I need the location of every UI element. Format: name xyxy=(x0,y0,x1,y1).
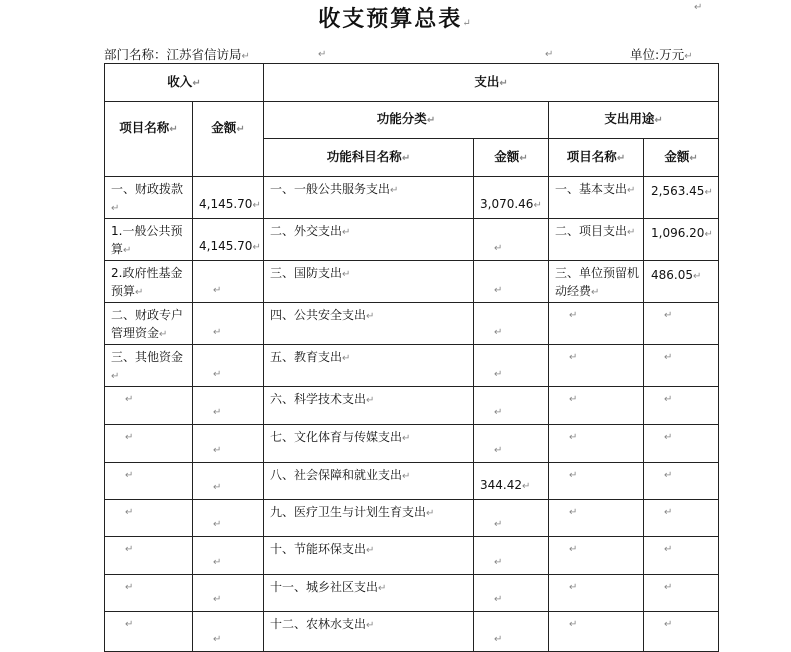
use-name-cell xyxy=(549,345,644,387)
paragraph-mark-icon: ↵ xyxy=(569,582,578,593)
use-name-cell xyxy=(549,177,644,219)
paragraph-mark-icon: ↵ xyxy=(125,432,134,443)
unit-label: 单位:万元↵ xyxy=(630,47,693,62)
paragraph-mark-icon: ↵ xyxy=(627,185,636,196)
paragraph-mark-icon: ↵ xyxy=(213,482,222,493)
use-amount-cell xyxy=(644,177,719,219)
income-amount-cell xyxy=(193,387,264,425)
func-amount-cell xyxy=(474,612,549,652)
paragraph-mark-icon: ↵ xyxy=(378,583,387,594)
use-item-name: 三、单位预留机动经费↵ xyxy=(555,266,640,298)
income-name-cell xyxy=(105,612,193,652)
use-name-cell xyxy=(549,537,644,575)
paragraph-mark-icon: ↵ xyxy=(318,49,327,60)
paragraph-mark-icon: ↵ xyxy=(213,285,222,296)
use-amount-cell xyxy=(644,575,719,612)
table-row xyxy=(105,575,719,612)
table-row xyxy=(105,387,719,425)
income-name-cell xyxy=(105,387,193,425)
paragraph-mark-icon: ↵ xyxy=(664,619,673,630)
paragraph-mark-icon: ↵ xyxy=(569,394,578,405)
paragraph-mark-icon: ↵ xyxy=(627,227,636,238)
func-subject-header: 功能科目名称↵ xyxy=(264,139,474,177)
func-amount-cell xyxy=(474,177,549,219)
paragraph-mark-icon: ↵ xyxy=(241,51,250,62)
paragraph-mark-icon: ↵ xyxy=(111,203,120,214)
income-amount-header: 金额↵ xyxy=(193,102,264,177)
func-name-cell xyxy=(264,345,474,387)
func-name-cell xyxy=(264,612,474,652)
table-row xyxy=(105,537,719,575)
paragraph-mark-icon: ↵ xyxy=(342,227,351,238)
use-name-cell xyxy=(549,425,644,463)
paragraph-mark-icon: ↵ xyxy=(494,285,503,296)
paragraph-mark-icon: ↵ xyxy=(213,407,222,418)
use-amount: 1,096.20↵ xyxy=(651,226,713,240)
use-name-cell xyxy=(549,500,644,537)
income-amount-cell xyxy=(193,345,264,387)
paragraph-mark-icon: ↵ xyxy=(125,619,134,630)
paragraph-mark-icon: ↵ xyxy=(522,481,531,492)
use-item-name: 一、基本支出↵ xyxy=(555,182,636,196)
func-name-cell xyxy=(264,500,474,537)
func-subject-name: 一、一般公共服务支出↵ xyxy=(270,182,399,196)
income-amount-cell xyxy=(193,575,264,612)
income-header: 收入↵ xyxy=(105,64,264,102)
income-item-name: 二、财政专户管理资金↵ xyxy=(111,308,184,340)
income-amount-cell xyxy=(193,219,264,261)
paragraph-mark-icon: ↵ xyxy=(402,433,411,444)
use-amount-cell xyxy=(644,219,719,261)
income-amount-cell xyxy=(193,177,264,219)
paragraph-mark-icon: ↵ xyxy=(569,432,578,443)
exp-use-header: 支出用途↵ xyxy=(549,102,719,139)
use-name-cell xyxy=(549,463,644,500)
func-subject-name: 十一、城乡社区支出↵ xyxy=(270,580,387,594)
paragraph-mark-icon: ↵ xyxy=(111,371,120,382)
use-amount-cell xyxy=(644,612,719,652)
paragraph-mark-icon: ↵ xyxy=(213,634,222,645)
func-name-cell xyxy=(264,303,474,345)
use-amount-cell xyxy=(644,303,719,345)
paragraph-mark-icon: ↵ xyxy=(569,352,578,363)
use-amount-cell xyxy=(644,537,719,575)
func-amount-cell xyxy=(474,261,549,303)
paragraph-mark-icon: ↵ xyxy=(366,311,375,322)
expenditure-header: 支出↵ xyxy=(264,64,719,102)
func-name-cell xyxy=(264,425,474,463)
func-subject-name: 三、国防支出↵ xyxy=(270,266,351,280)
income-amount-cell xyxy=(193,537,264,575)
paragraph-mark-icon: ↵ xyxy=(402,471,411,482)
func-amount-cell xyxy=(474,500,549,537)
func-subject-name: 二、外交支出↵ xyxy=(270,224,351,238)
paragraph-mark-icon: ↵ xyxy=(125,582,134,593)
paragraph-mark-icon: ↵ xyxy=(694,2,703,13)
table-row xyxy=(105,177,719,219)
paragraph-mark-icon: ↵ xyxy=(342,269,351,280)
func-subject-name: 十、节能环保支出↵ xyxy=(270,542,375,556)
use-amount-cell xyxy=(644,500,719,537)
use-amount-cell xyxy=(644,345,719,387)
use-name-cell xyxy=(549,261,644,303)
paragraph-mark-icon: ↵ xyxy=(252,200,261,211)
table-row xyxy=(105,219,719,261)
paragraph-mark-icon: ↵ xyxy=(494,407,503,418)
func-subject-name: 八、社会保障和就业支出↵ xyxy=(270,468,411,482)
paragraph-mark-icon: ↵ xyxy=(545,49,554,60)
paragraph-mark-icon: ↵ xyxy=(123,245,132,256)
income-amount-cell xyxy=(193,261,264,303)
func-amount-cell xyxy=(474,425,549,463)
paragraph-mark-icon: ↵ xyxy=(569,619,578,630)
income-item-name: 1.一般公共预算↵ xyxy=(111,224,183,256)
paragraph-mark-icon: ↵ xyxy=(213,445,222,456)
func-name-cell xyxy=(264,261,474,303)
income-amount-cell xyxy=(193,303,264,345)
use-amount-cell xyxy=(644,387,719,425)
use-amount: 2,563.45↵ xyxy=(651,184,713,198)
income-amount-cell xyxy=(193,612,264,652)
paragraph-mark-icon: ↵ xyxy=(213,369,222,380)
paragraph-mark-icon: ↵ xyxy=(366,395,375,406)
title-text: 收支预算总表 xyxy=(318,6,463,32)
income-name-cell xyxy=(105,500,193,537)
paragraph-mark-icon: ↵ xyxy=(494,445,503,456)
func-amount: 344.42↵ xyxy=(480,478,531,492)
paragraph-mark-icon: ↵ xyxy=(135,287,144,298)
paragraph-mark-icon: ↵ xyxy=(494,519,503,530)
paragraph-mark-icon: ↵ xyxy=(252,242,261,253)
paragraph-mark-icon: ↵ xyxy=(366,545,375,556)
table-row xyxy=(105,303,719,345)
func-class-header: 功能分类↵ xyxy=(264,102,549,139)
paragraph-mark-icon: ↵ xyxy=(426,508,435,519)
income-item-name: 一、财政拨款↵ xyxy=(111,182,184,214)
paragraph-mark-icon: ↵ xyxy=(591,287,600,298)
table-row xyxy=(105,261,719,303)
func-subject-name: 七、文化体育与传媒支出↵ xyxy=(270,430,411,444)
paragraph-mark-icon: ↵ xyxy=(213,519,222,530)
use-name-cell xyxy=(549,219,644,261)
paragraph-mark-icon: ↵ xyxy=(159,329,168,340)
use-amount-cell xyxy=(644,463,719,500)
paragraph-mark-icon: ↵ xyxy=(664,507,673,518)
paragraph-mark-icon: ↵ xyxy=(494,557,503,568)
paragraph-mark-icon: ↵ xyxy=(569,507,578,518)
income-amount: 4,145.70↵ xyxy=(199,197,261,211)
paragraph-mark-icon: ↵ xyxy=(125,507,134,518)
department-label: 部门名称：江苏省信访局↵ xyxy=(104,47,250,62)
paragraph-mark-icon: ↵ xyxy=(494,634,503,645)
paragraph-mark-icon: ↵ xyxy=(664,352,673,363)
func-amount-cell xyxy=(474,303,549,345)
use-item-name: 二、项目支出↵ xyxy=(555,224,636,238)
use-item-name-header: 项目名称↵ xyxy=(549,139,644,177)
paragraph-mark-icon: ↵ xyxy=(569,544,578,555)
income-amount-cell xyxy=(193,463,264,500)
table-row xyxy=(105,500,719,537)
income-name-cell xyxy=(105,303,193,345)
func-subject-name: 九、医疗卫生与计划生育支出↵ xyxy=(270,505,435,519)
income-name-cell xyxy=(105,575,193,612)
paragraph-mark-icon: ↵ xyxy=(664,432,673,443)
paragraph-mark-icon: ↵ xyxy=(125,394,134,405)
income-name-cell xyxy=(105,261,193,303)
paragraph-mark-icon: ↵ xyxy=(494,243,503,254)
paragraph-mark-icon: ↵ xyxy=(125,544,134,555)
use-name-cell xyxy=(549,575,644,612)
income-name-cell xyxy=(105,463,193,500)
header-row-2 xyxy=(105,102,719,139)
func-subject-name: 六、科学技术支出↵ xyxy=(270,392,375,406)
income-amount-cell xyxy=(193,425,264,463)
income-name-cell xyxy=(105,345,193,387)
func-amount-cell xyxy=(474,575,549,612)
func-amount-cell xyxy=(474,537,549,575)
use-name-cell xyxy=(549,387,644,425)
func-subject-name: 四、公共安全支出↵ xyxy=(270,308,375,322)
paragraph-mark-icon: ↵ xyxy=(213,327,222,338)
paragraph-mark-icon: ↵ xyxy=(494,369,503,380)
use-name-cell xyxy=(549,612,644,652)
paragraph-mark-icon: ↵ xyxy=(342,353,351,364)
table-row xyxy=(105,612,719,652)
paragraph-mark-icon: ↵ xyxy=(664,310,673,321)
func-name-cell xyxy=(264,219,474,261)
use-amount-header: 金额↵ xyxy=(644,139,719,177)
func-amount-cell xyxy=(474,219,549,261)
func-amount-cell xyxy=(474,345,549,387)
func-amount-cell xyxy=(474,463,549,500)
func-name-cell xyxy=(264,575,474,612)
func-name-cell xyxy=(264,537,474,575)
paragraph-mark-icon: ↵ xyxy=(213,557,222,568)
paragraph-mark-icon: ↵ xyxy=(704,187,713,198)
paragraph-mark-icon: ↵ xyxy=(390,185,399,196)
income-amount-cell xyxy=(193,500,264,537)
paragraph-mark-icon: ↵ xyxy=(366,620,375,631)
func-subject-name: 五、教育支出↵ xyxy=(270,350,351,364)
budget-table xyxy=(104,63,719,652)
func-amount-header: 金额↵ xyxy=(474,139,549,177)
paragraph-mark-icon: ↵ xyxy=(664,582,673,593)
paragraph-mark-icon: ↵ xyxy=(213,594,222,605)
table-row xyxy=(105,463,719,500)
page-title xyxy=(0,2,791,33)
header-row-1 xyxy=(105,64,719,102)
use-amount: 486.05↵ xyxy=(651,268,702,282)
func-amount: 3,070.46↵ xyxy=(480,197,542,211)
paragraph-mark-icon: ↵ xyxy=(664,470,673,481)
paragraph-mark-icon: ↵ xyxy=(533,200,542,211)
func-subject-name: 十二、农林水支出↵ xyxy=(270,617,375,631)
paragraph-mark-icon: ↵ xyxy=(494,327,503,338)
use-name-cell xyxy=(549,303,644,345)
paragraph-mark-icon: ↵ xyxy=(569,310,578,321)
paragraph-mark-icon: ↵ xyxy=(125,470,134,481)
paragraph-mark-icon: ↵ xyxy=(664,544,673,555)
income-item-name: 三、其他资金↵ xyxy=(111,350,184,382)
income-name-cell xyxy=(105,177,193,219)
func-name-cell xyxy=(264,463,474,500)
paragraph-mark-icon: ↵ xyxy=(462,18,473,29)
table-row xyxy=(105,345,719,387)
paragraph-mark-icon: ↵ xyxy=(494,594,503,605)
income-item-name: 2.政府性基金预算↵ xyxy=(111,266,183,298)
income-name-cell xyxy=(105,537,193,575)
table-row xyxy=(105,425,719,463)
income-name-cell xyxy=(105,219,193,261)
paragraph-mark-icon: ↵ xyxy=(704,229,713,240)
use-amount-cell xyxy=(644,425,719,463)
use-amount-cell xyxy=(644,261,719,303)
income-amount: 4,145.70↵ xyxy=(199,239,261,253)
func-name-cell xyxy=(264,387,474,425)
paragraph-mark-icon: ↵ xyxy=(664,394,673,405)
paragraph-mark-icon: ↵ xyxy=(684,51,693,62)
paragraph-mark-icon: ↵ xyxy=(693,271,702,282)
income-item-name-header: 项目名称↵ xyxy=(105,102,193,177)
func-name-cell xyxy=(264,177,474,219)
func-amount-cell xyxy=(474,387,549,425)
income-name-cell xyxy=(105,425,193,463)
paragraph-mark-icon: ↵ xyxy=(569,470,578,481)
